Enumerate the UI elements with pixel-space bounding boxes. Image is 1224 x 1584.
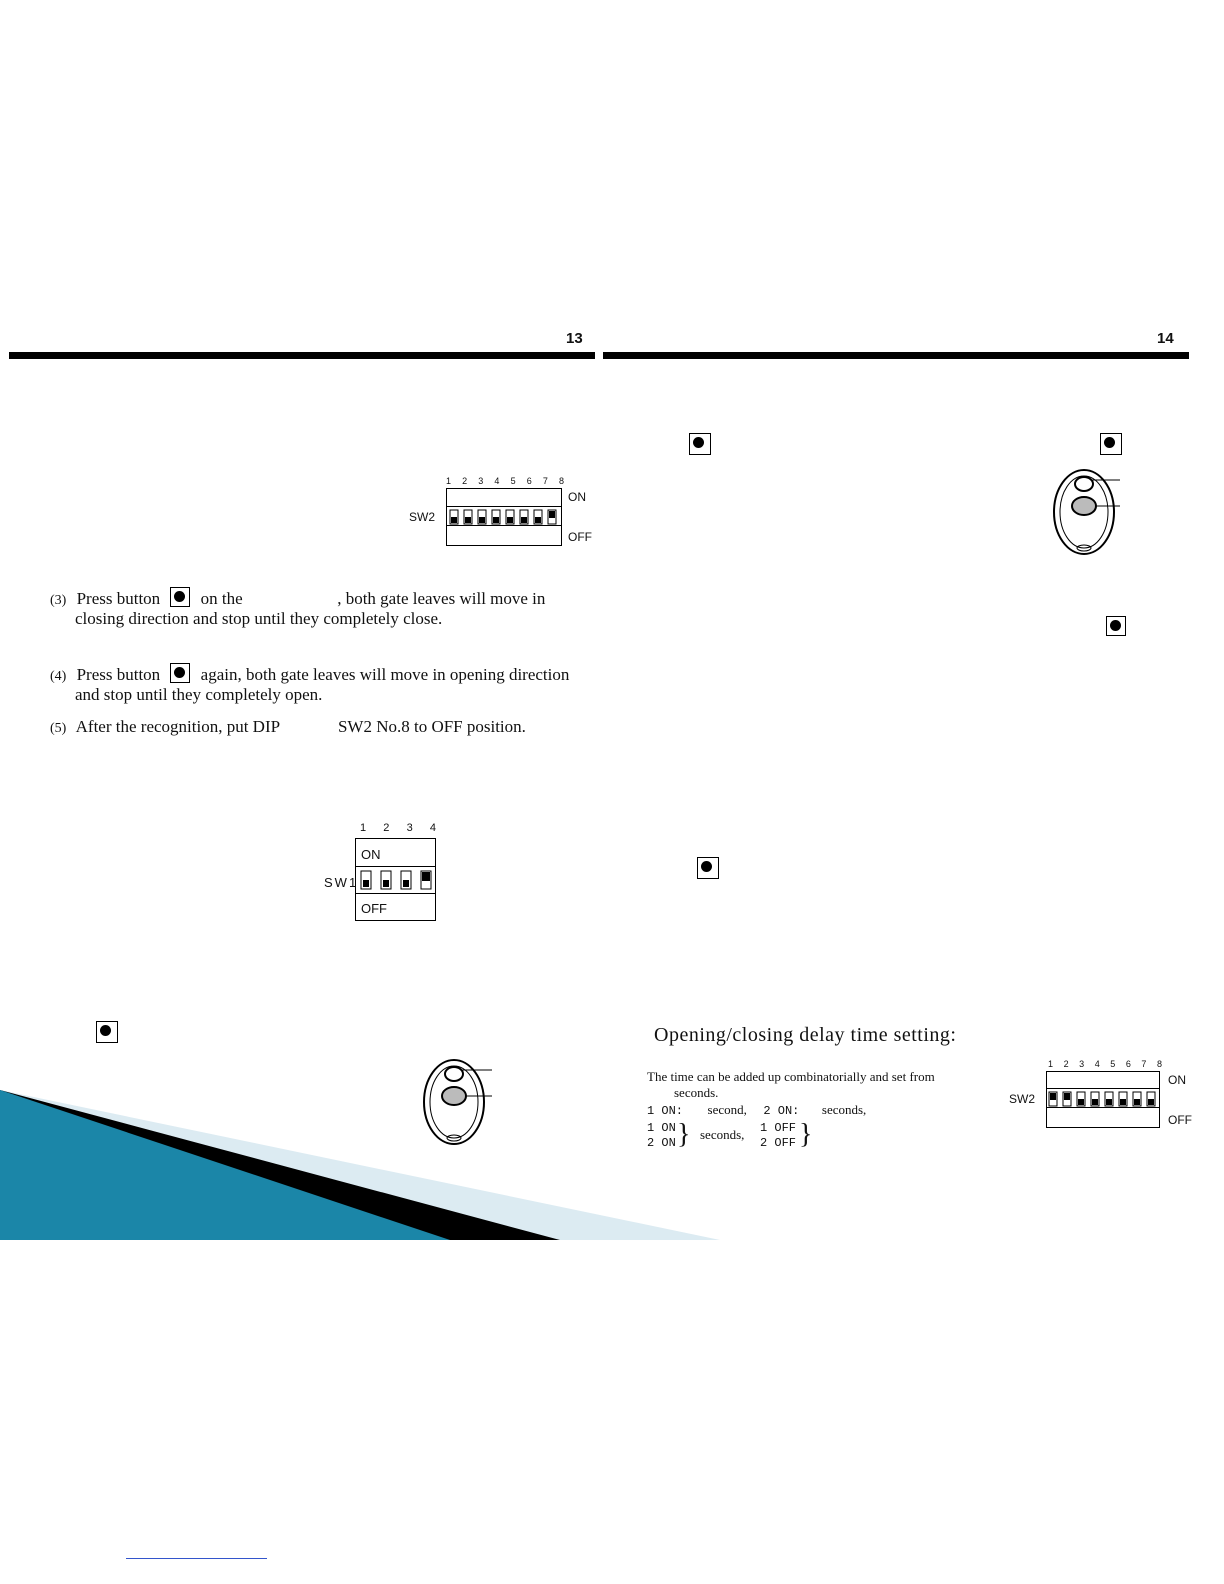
dip-switches <box>446 507 562 527</box>
sw2-label: SW2 <box>1009 1092 1036 1106</box>
dip-number: 1 <box>446 476 452 486</box>
dip-number: 2 <box>462 476 468 486</box>
dip-number: 8 <box>558 476 564 486</box>
sw2-dip-diagram-right <box>1005 1059 1205 1134</box>
remote-button-icon <box>697 857 719 881</box>
dip-number: 4 <box>1094 1059 1100 1069</box>
switch-state: 2 OFF <box>760 1136 797 1150</box>
sw2-dip-diagram-left <box>405 476 600 551</box>
delay-text: seconds, <box>700 1127 745 1142</box>
dip-number: 1 <box>360 822 367 834</box>
step-text: , both gate leaves will move in <box>337 589 546 608</box>
step-text: SW2 No.8 to OFF position. <box>337 717 526 736</box>
step-3-line-2: closing direction and stop until they completely close. <box>75 609 443 628</box>
step-5-line-1 <box>50 716 526 739</box>
dip-number: 3 <box>1079 1059 1085 1069</box>
remote-button-icon <box>1100 433 1122 457</box>
step-number: (3) <box>50 593 67 608</box>
remote-button-icon <box>689 433 711 457</box>
step-number: (4) <box>50 669 67 684</box>
dip-switch-row <box>1046 1088 1160 1108</box>
on-label: ON <box>568 490 586 504</box>
dip-number: 7 <box>1141 1059 1147 1069</box>
dip-switches <box>355 867 436 893</box>
step-text: again, both gate leaves will move in opening direction <box>200 665 570 684</box>
page-number-right: 14 <box>1157 330 1174 347</box>
sw1-label: SW1 <box>324 875 359 890</box>
brace-icon: } <box>677 1119 691 1150</box>
dip-number: 3 <box>478 476 484 486</box>
decorative-swoosh <box>0 1090 720 1240</box>
switch-state: 2 ON: <box>763 1104 800 1118</box>
remote-button-icon <box>170 663 190 683</box>
sw2-label: SW2 <box>409 510 436 524</box>
off-label: OFF <box>1168 1113 1192 1127</box>
step-text: Press button <box>76 665 161 684</box>
switch-state: 1 ON: <box>647 1104 684 1118</box>
off-label: OFF <box>361 901 387 916</box>
footer-link-underline <box>126 1558 267 1559</box>
page-number-left: 13 <box>566 330 583 347</box>
dip-number: 5 <box>510 476 516 486</box>
on-label: ON <box>1168 1073 1186 1087</box>
step-text: Press button <box>76 589 161 608</box>
switch-state: 2 ON <box>647 1136 676 1150</box>
remote-control-icon <box>1050 468 1130 558</box>
off-label: OFF <box>568 530 592 544</box>
remote-button-icon <box>170 587 190 607</box>
switch-state: 1 ON <box>647 1121 676 1135</box>
delay-description-line-1: The time can be added up combinatorially and set from <box>647 1069 935 1084</box>
on-label: ON <box>361 847 381 862</box>
step-4-line-2: and stop until they completely open. <box>75 685 323 704</box>
dip-number: 5 <box>1110 1059 1116 1069</box>
dip-number: 6 <box>1125 1059 1131 1069</box>
dip-numbers <box>1048 1059 1162 1071</box>
header-rule-left <box>9 352 595 359</box>
dip-switch-row <box>446 506 562 526</box>
dip-switches <box>1046 1089 1160 1109</box>
dip-number: 2 <box>383 822 390 834</box>
dip-numbers <box>446 476 564 488</box>
delay-row-2 <box>647 1119 827 1153</box>
step-text: on the <box>200 589 243 608</box>
dip-number: 7 <box>542 476 548 486</box>
dip-number: 1 <box>1048 1059 1054 1069</box>
dip-number: 6 <box>526 476 532 486</box>
dip-number: 4 <box>494 476 500 486</box>
header-rule-right <box>603 352 1189 359</box>
dip-number: 4 <box>429 822 436 834</box>
dip-number: 3 <box>406 822 413 834</box>
delay-text: seconds, <box>821 1102 867 1117</box>
sw1-dip-diagram <box>320 822 450 924</box>
remote-button-icon <box>1106 616 1126 638</box>
remote-button-icon <box>96 1021 118 1045</box>
dip-number: 8 <box>1156 1059 1162 1069</box>
dip-number: 2 <box>1063 1059 1069 1069</box>
delay-row-1 <box>647 1102 947 1119</box>
step-number: (5) <box>50 721 67 736</box>
section-heading: Opening/closing delay time setting: <box>654 1024 957 1046</box>
step-text: After the recognition, put DIP <box>75 717 280 736</box>
dip-numbers <box>360 822 436 836</box>
delay-text: second, <box>707 1102 747 1117</box>
switch-state: 1 OFF <box>760 1121 797 1135</box>
delay-description-line-2: seconds. <box>674 1085 719 1100</box>
brace-icon: } <box>799 1119 813 1150</box>
dip-switch-row <box>355 866 436 894</box>
